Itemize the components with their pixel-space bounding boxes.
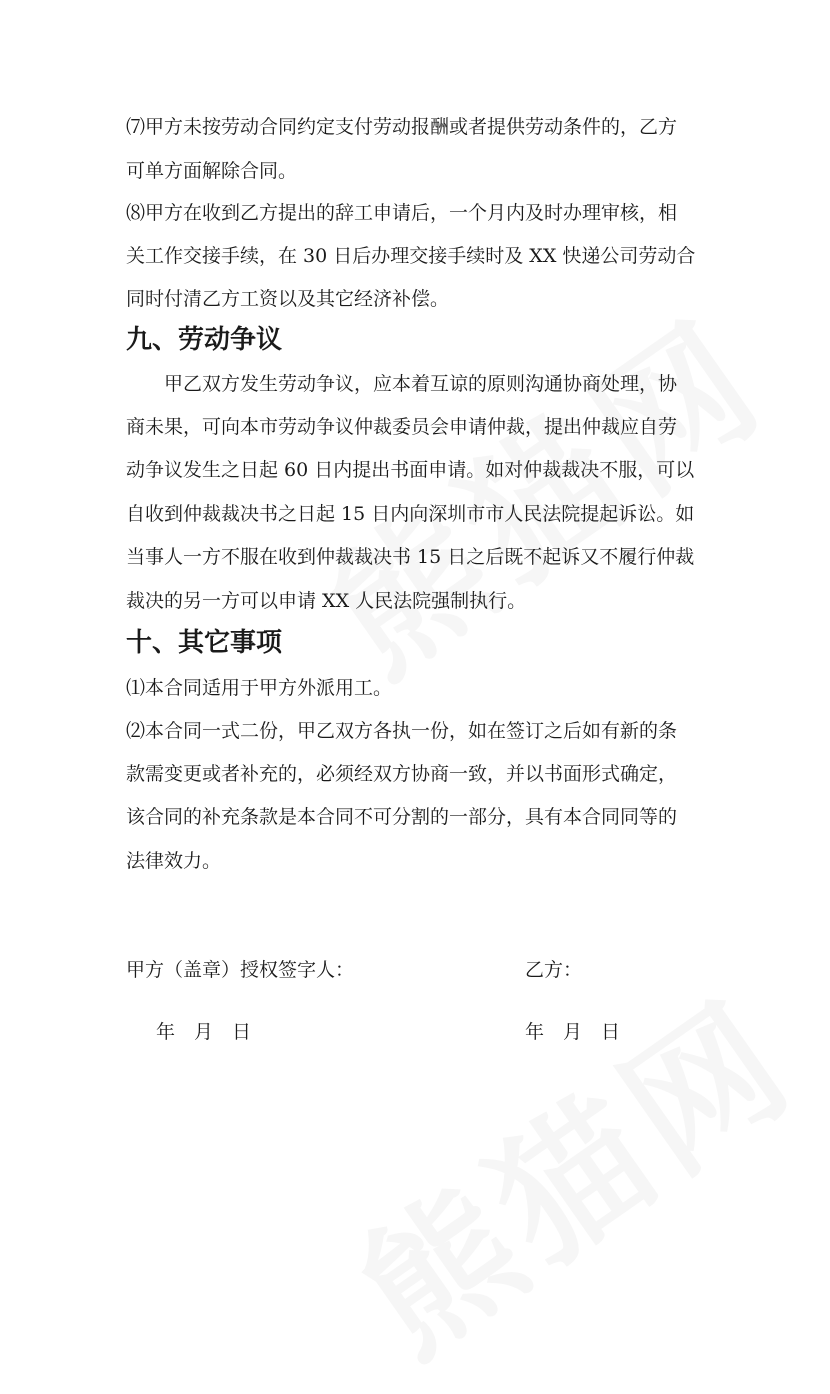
watermark <box>311 942 828 1394</box>
paragraph-line: 动争议发生之日起 60 日内提出书面申请。如对仲裁裁决不服，可以 <box>126 459 695 481</box>
paragraph-line: 商未果，可向本市劳动争议仲裁委员会申请仲裁，提出仲裁应自劳 <box>126 416 678 438</box>
paragraph-line: 甲乙双方发生劳动争议，应本着互谅的原则沟通协商处理，协 <box>164 373 678 395</box>
party-b-signature-label: 乙方： <box>525 959 583 981</box>
clause-item-7-line-1: ⑺甲方未按劳动合同约定支付劳动报酬或者提供劳动条件的，乙方 <box>126 116 678 138</box>
party-a-signature-label: 甲方（盖章）授权签字人： <box>126 959 355 981</box>
party-a-date: 年 月 日 <box>156 1021 252 1043</box>
section-heading-labor-dispute: 九、劳动争议 <box>126 325 283 355</box>
paragraph-line: 当事人一方不服在收到仲裁裁决书 15 日之后既不起诉又不履行仲裁 <box>126 546 695 568</box>
clause-item-8-line-1: ⑻甲方在收到乙方提出的辞工申请后，一个月内及时办理审核，相 <box>126 202 678 224</box>
party-b-date: 年 月 日 <box>525 1021 621 1043</box>
clause-item-7-line-2: 可单方面解除合同。 <box>126 160 298 182</box>
watermark <box>281 262 798 714</box>
paragraph-line: 自收到仲裁裁决书之日起 15 日内向深圳市市人民法院提起诉讼。如 <box>126 503 695 525</box>
item-2-line: 款需变更或者补充的，必须经双方协商一致，并以书面形式确定， <box>126 763 678 785</box>
item-2-line: ⑵本合同一式二份，甲乙双方各执一份，如在签订之后如有新的条 <box>126 720 678 742</box>
item-2-line: 该合同的补充条款是本合同不可分割的一部分，具有本合同同等的 <box>126 806 678 828</box>
clause-item-8-line-2: 关工作交接手续，在 30 日后办理交接手续时及 XX 快递公司劳动合 <box>126 245 696 267</box>
section-heading-other-matters: 十、其它事项 <box>126 628 283 658</box>
clause-item-8-line-3: 同时付清乙方工资以及其它经济补偿。 <box>126 288 450 310</box>
item-1: ⑴本合同适用于甲方外派用工。 <box>126 677 393 699</box>
paragraph-line: 裁决的另一方可以申请 XX 人民法院强制执行。 <box>126 590 527 612</box>
item-2-line: 法律效力。 <box>126 850 222 872</box>
